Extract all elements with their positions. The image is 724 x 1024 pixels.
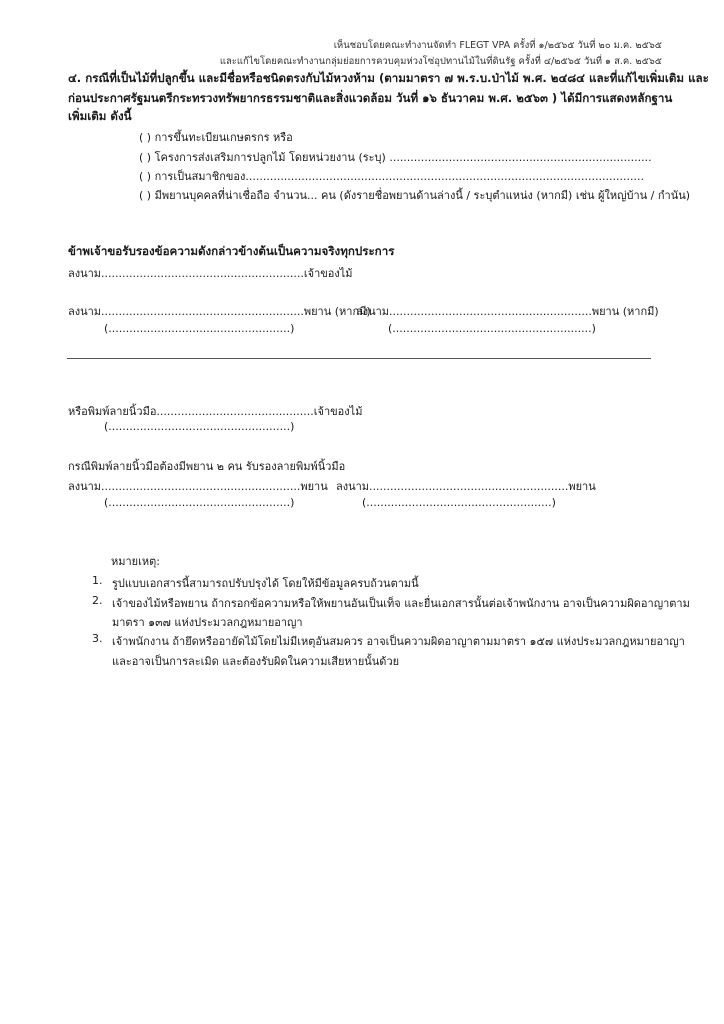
- fingerprint-witness2-name[interactable]: (.....................................................): [362, 496, 556, 509]
- note-2-line1: เจ้าของไม้หรือพยาน ถ้ากรอกข้อความหรือให้พยานอันเป็นเท็จ และยื่นเอกสารนั้นต่อเจ้าพนักงาน อาจเป็นความผิดอาญาตาม: [112, 597, 690, 610]
- section4-heading-line1: ๔. กรณีที่เป็นไม้ที่ปลูกขึ้น และมีชื่อหรือชนิดตรงกับไม้หวงห้าม (ตามมาตรา ๗ พ.ร.บ.ป่าไม้ พ.ศ. ๒๔๘๔ และที่แก้ไขเพิ่มเติม และ: [68, 71, 709, 85]
- option-farmer-registration[interactable]: ( ) การขึ้นทะเบียนเกษตรกร หรือ: [139, 131, 293, 144]
- note-number-2: 2.: [92, 594, 103, 607]
- fingerprint-witness-heading: กรณีพิมพ์ลายนิ้วมือต้องมีพยาน ๒ คน รับรองลายพิมพ์นิ้วมือ: [68, 460, 346, 473]
- note-2-line2: มาตรา ๑๓๗ แห่งประมวลกฎหมายอาญา: [112, 616, 303, 629]
- witness1-sign-line[interactable]: ลงนาม..........................................................พยาน (หากมี): [68, 305, 371, 318]
- section4-heading-line3: เพิ่มเติม ดังนี้: [68, 109, 132, 123]
- notes-title: หมายเหตุ:: [111, 555, 160, 568]
- witness2-sign-line[interactable]: ลงนาม..........................................................พยาน (หากมี): [356, 305, 659, 318]
- note-1-line1: รูปแบบเอกสารนี้สามารถปรับปรุงได้ โดยให้มีข้อมูลครบถ้วนตามนี้: [112, 577, 419, 590]
- fingerprint-owner-line[interactable]: หรือพิมพ์ลายนิ้วมือ.............................................เจ้าของไม้: [68, 405, 363, 418]
- fingerprint-owner-name[interactable]: (....................................................): [104, 420, 295, 433]
- header-approval-line: เห็นชอบโดยคณะทำงานจัดทำ FLEGT VPA ครั้งที่ ๑/๒๕๖๕ วันที่ ๒๐ ม.ค. ๒๕๖๕: [333, 40, 662, 51]
- fingerprint-witness1-sign[interactable]: ลงนาม.........................................................พยาน: [68, 480, 328, 493]
- option-membership[interactable]: ( ) การเป็นสมาชิกของ..................................................................................................................: [139, 170, 644, 183]
- section4-heading-line2: ก่อนประกาศรัฐมนตรีกระทรวงทรัพยากรธรรมชาติและสิ่งแวดล้อม วันที่ ๑๖ ธันวาคม พ.ศ. ๒๕๖๓ ) ได้มีการแสดงหลักฐาน: [68, 91, 673, 105]
- note-3-line1: เจ้าพนักงาน ถ้ายึดหรืออายัดไม้โดยไม่มีเหตุอันสมควร อาจเป็นความผิดอาญาตามมาตรา ๑๕๗ แห่งประมวลกฎหมายอาญา: [112, 635, 685, 648]
- witness2-name-line[interactable]: (.........................................................): [388, 322, 596, 335]
- fingerprint-witness2-sign[interactable]: ลงนาม.........................................................พยาน: [336, 480, 596, 493]
- note-number-3: 3.: [92, 632, 103, 645]
- note-3-line2: และอาจเป็นการละเมิด และต้องรับผิดในความเสียหายนั้นด้วย: [112, 655, 400, 668]
- option-planting-project[interactable]: ( ) โครงการส่งเสริมการปลูกไม้ โดยหน่วยงาน (ระบุ) ...........................................................................: [139, 151, 652, 164]
- note-number-1: 1.: [92, 574, 103, 587]
- section-divider: [67, 358, 651, 359]
- certify-statement: ข้าพเจ้าขอรับรองข้อความดังกล่าวข้างต้นเป็นความจริงทุกประการ: [68, 244, 395, 258]
- option-witness[interactable]: ( ) มีพยานบุคคลที่น่าเชื่อถือ จำนวน... คน (ดังรายชื่อพยานด้านล่างนี้ / ระบุตำแหน่ง (หากมี) เช่น ผู้ใหญ่บ้าน / กำนัน): [139, 189, 691, 202]
- header-revision-line: และแก้ไขโดยคณะทำงานกลุ่มย่อยการควบคุมห่วงโซ่อุปทานไม้ในที่ดินรัฐ ครั้งที่ ๔/๒๕๖๕ วันที่ ๑ ส.ค. ๒๕๖๕: [219, 56, 662, 67]
- fingerprint-witness1-name[interactable]: (....................................................): [104, 496, 295, 509]
- witness1-name-line[interactable]: (....................................................): [104, 322, 295, 335]
- owner-sign-line[interactable]: ลงนาม..........................................................เจ้าของไม้: [68, 267, 353, 280]
